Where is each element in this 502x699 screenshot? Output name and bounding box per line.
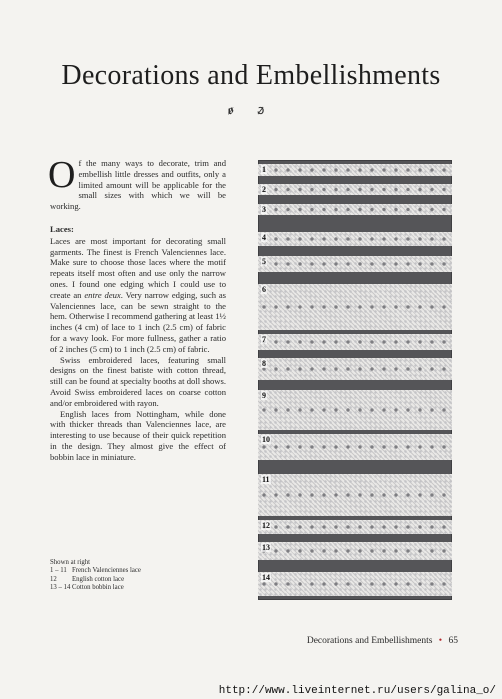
lace-sample-label: 4 [262, 233, 266, 242]
page-title: Decorations and Embellishments [61, 60, 441, 91]
lace-sample-label: 14 [262, 573, 270, 582]
lace-sample-strip [258, 284, 452, 330]
lace-sample-strip [258, 256, 452, 272]
lace-sample-label: 6 [262, 285, 266, 294]
laces-paragraph-1 [50, 236, 226, 355]
footer-bullet: • [438, 636, 443, 646]
lace-sample-label: 9 [262, 391, 266, 400]
lace-sample-label: 5 [262, 257, 266, 266]
shown-row [50, 567, 210, 575]
lace-sample-strip [258, 434, 452, 460]
running-footer-title: Decorations and Embellishments [306, 636, 433, 646]
laces-paragraph-1-text-b: . Very narrow edging, such as Valenciennes lace, can be sewn straight to the hem. Otherwise I recommend gathering at least 1½ inches (4 cm) of lace to 1 inch (2.5 cm) of fabric for a wavy look. For more fullness, gather a ratio of 2 inches (5 cm) to 1 inch (2.5 cm) of fabric. [50, 289, 227, 354]
shown-desc: French Valenciennes lace [72, 567, 141, 575]
lace-sample-label: 12 [262, 521, 270, 530]
laces-paragraph-1-text-a: Laces are most important for decorating small garments. The finest is French Valenciennes lace. Make sure to choose those laces where the motif repeats itself most often and use only the narrow ones. I found one edging which I could use to create an [50, 235, 226, 300]
lace-sample-strip [258, 164, 452, 176]
shown-range: 12 [50, 575, 57, 583]
lace-samples-photo [258, 160, 452, 600]
lace-sample-strip [258, 184, 452, 195]
lace-sample-label: 13 [262, 543, 270, 552]
drop-cap: O [48, 154, 76, 196]
lace-sample-strip [258, 358, 452, 380]
lace-sample-label: 7 [262, 335, 266, 344]
lace-sample-strip [258, 204, 452, 215]
entre-deux-italic: entre deux [84, 289, 121, 300]
lace-sample-label: 1 [262, 165, 266, 174]
section-heading-laces: Laces: [50, 223, 74, 234]
shown-range: 13 – 14 [50, 584, 71, 592]
laces-paragraph-3: English laces from Nottingham, while done with thicker threads than Valenciennes lace, are interesting to use because of their quick repetition in the design. They almost give the effect of bobbin lace in miniature. [50, 408, 226, 462]
body-column [48, 154, 227, 463]
lace-sample-label: 8 [262, 359, 266, 368]
lace-sample-strip [258, 542, 452, 560]
lace-sample-label: 3 [262, 205, 266, 214]
intro-text: f the many ways to decorate, trim and embellish little dresses and outfits, only a limited amount will be applicable for the small sizes with which we will be working. [50, 158, 226, 212]
lace-sample-label: 11 [262, 475, 270, 484]
shown-at-right-caption [50, 559, 210, 593]
lace-sample-strip [258, 572, 452, 596]
shown-row [50, 584, 210, 592]
lace-sample-strip [258, 390, 452, 430]
lace-sample-label: 2 [262, 185, 266, 194]
lace-sample-strip [258, 232, 452, 246]
shown-desc: Cotton bobbin lace [72, 584, 124, 592]
intro-paragraph [48, 154, 226, 212]
shown-heading: Shown at right [50, 559, 91, 566]
ornament-icon: ꬾ ꬿ [227, 102, 275, 117]
shown-row [50, 576, 210, 584]
lace-sample-strip [258, 520, 452, 534]
laces-paragraph-2: Swiss embroidered laces, featuring small designs on the finest batiste with cotton thread, still can be found at specialty booths at doll shows. Avoid Swiss embroidered laces on coarse cotton and/or embroidered with rayon. [50, 354, 226, 408]
page-footer [0, 636, 458, 646]
url-bar [0, 684, 502, 699]
shown-range: 1 – 11 [50, 567, 67, 575]
url-text[interactable]: http://www.liveinternet.ru/users/galina_o/ [218, 685, 496, 697]
lace-sample-strip [258, 334, 452, 350]
page-number: 65 [448, 636, 458, 646]
shown-desc: English cotton lace [72, 575, 125, 583]
lace-sample-label: 10 [262, 435, 270, 444]
lace-sample-strip [258, 474, 452, 516]
